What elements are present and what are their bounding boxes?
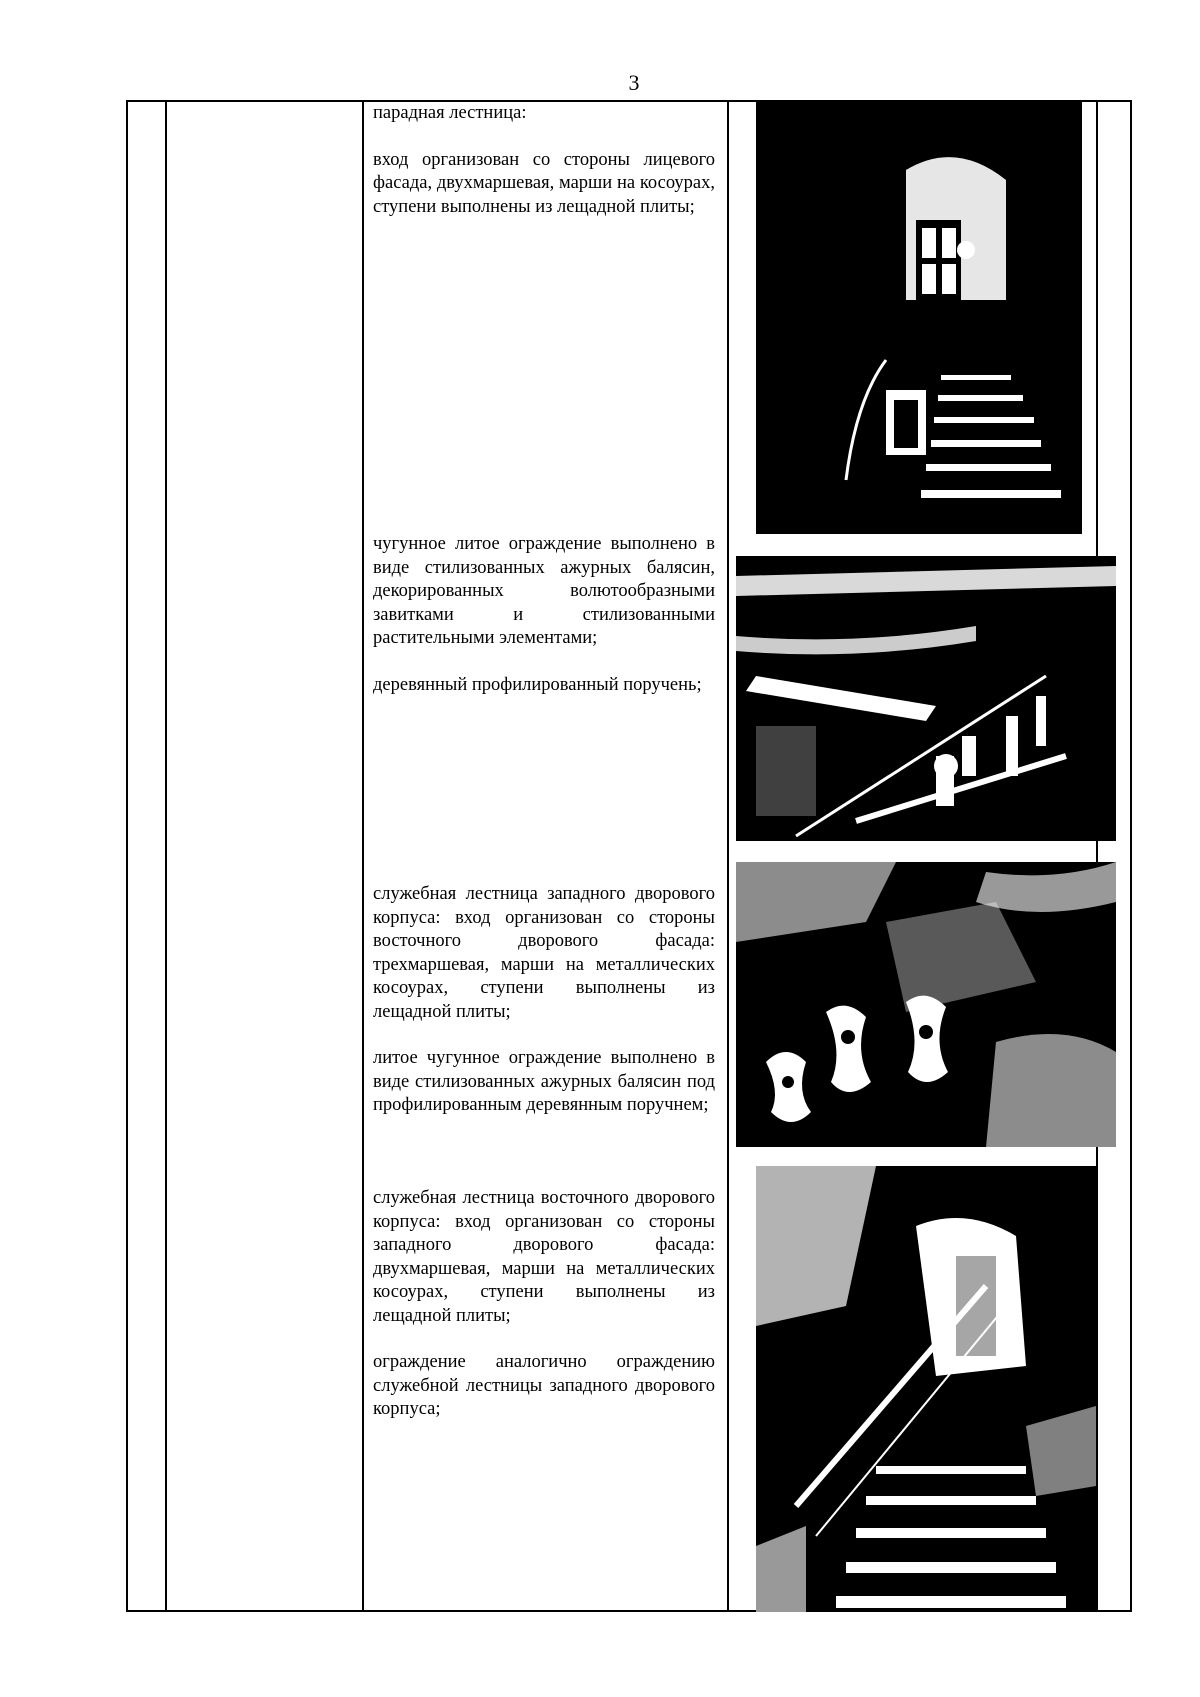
column-divider: [1096, 100, 1098, 1612]
main-staircase-photo: [756, 100, 1082, 534]
railing-photo: [736, 556, 1116, 841]
page-number: 3: [628, 70, 640, 95]
paragraph: служебная лестница восточного дворового корпуса: вход организован со стороны западного дворового фасада: двухмаршевая, марши на металлических косоурах, ступени выполнены из лещадной плиты;: [373, 1188, 715, 1326]
description-main-staircase: [373, 102, 715, 219]
paragraph: ограждение аналогично ограждению служебной лестницы западного дворового корпуса;: [373, 1352, 715, 1419]
east-service-staircase-photo: [756, 1166, 1096, 1612]
paragraph: служебная лестница западного дворового корпуса: вход организован со стороны восточного дворового фасада: трехмаршевая, марши на металлических косоурах, ступени выполнены из лещадной плиты;: [373, 884, 715, 1022]
service-staircase-railing-photo: [736, 862, 1116, 1147]
description-west-service-staircase: [373, 883, 715, 1118]
description-cast-iron-railing: [373, 533, 715, 697]
column-divider: [165, 100, 167, 1612]
paragraph: литое чугунное ограждение выполнено в виде стилизованных ажурных балясин под профилированным деревянным поручнем;: [373, 1048, 715, 1115]
paragraph: чугунное литое ограждение выполнено в виде стилизованных ажурных балясин, декорированных волютообразными завитками и стилизованными растительными элементами;: [373, 534, 715, 648]
column-divider: [362, 100, 364, 1612]
paragraph: деревянный профилированный поручень;: [373, 674, 702, 695]
paragraph: парадная лестница:: [373, 103, 527, 123]
description-east-service-staircase: [373, 1187, 715, 1422]
paragraph: вход организован со стороны лицевого фасада, двухмаршевая, марши на косоурах, ступени выполнены из лещадной плиты;: [373, 149, 715, 217]
column-divider: [727, 100, 729, 1612]
